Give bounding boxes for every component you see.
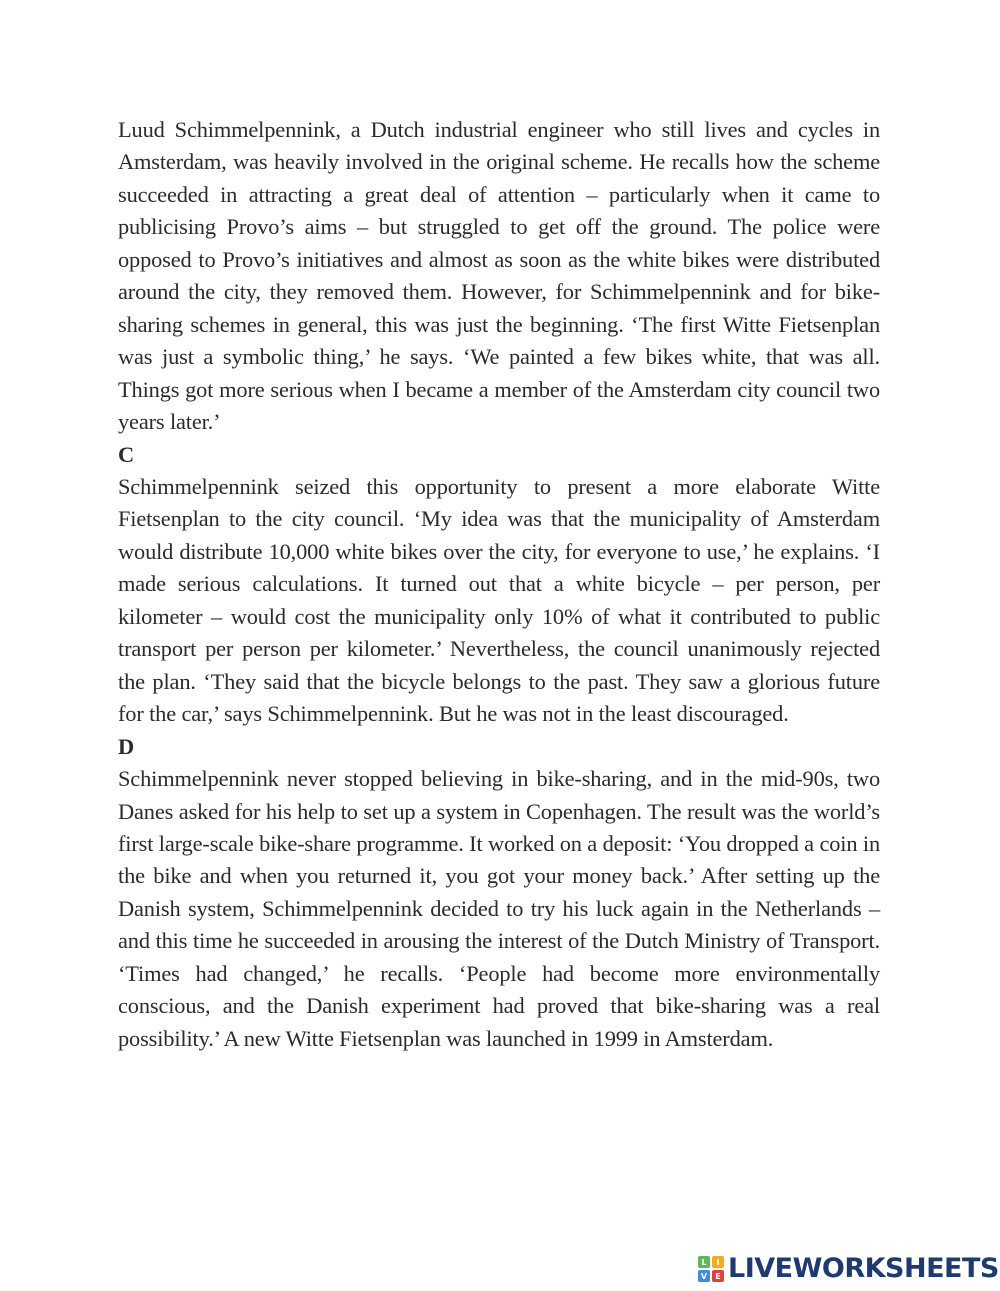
logo-tile-v: V	[698, 1270, 710, 1282]
liveworksheets-logo	[698, 1254, 999, 1284]
logo-tile-e: E	[712, 1270, 724, 1282]
paragraph-d: Schimmelpennink never stopped believing in bike-sharing, and in the mid-90s, two Danes asked for his help to set up a system in Copenhagen. The result was the world’s first large-scale bike-share programme. It worked on a deposit: ‘You dropped a coin in the bike and when you returned it, you got your money back.’ After setting up the Danish system, Schimmelpennink decided to try his luck again in the Netherlands – and this time he succeeded in arousing the interest of the Dutch Ministry of Transport. ‘Times had changed,’ he recalls. ‘People had become more environmentally conscious, and the Danish experiment had proved that bike-sharing was a real possibility.’ A new Witte Fietsenplan was launched in 1999 in Amsterdam.	[118, 766, 880, 1051]
logo-tile-l: L	[698, 1256, 710, 1268]
logo-tile-i: I	[712, 1256, 724, 1268]
paragraph-b-continuation: Luud Schimmelpennink, a Dutch industrial engineer who still lives and cycles in Amsterdam, was heavily involved in the original scheme. He recalls how the scheme succeeded in attracting a great deal of attention – particularly when it came to publicising Provo’s aims – but struggled to get off the ground. The police were opposed to Provo’s initiatives and almost as soon as the white bikes were distributed around the city, they removed them. However, for Schimmelpennink and for bike-sharing schemes in general, this was just the beginning. ‘The first Witte Fietsenplan was just a symbolic thing,’ he says. ‘We painted a few bikes white, that was all. Things got more serious when I became a member of the Amsterdam city council two years later.’	[118, 117, 880, 435]
paragraph-c: Schimmelpennink seized this opportunity to present a more elaborate Witte Fietsenplan to the city council. ‘My idea was that the municipality of Amsterdam would distribute 10,000 white bikes over the city, for everyone to use,’ he explains. ‘I made serious calculations. It turned out that a white bicycle – per person, per kilometer – would cost the municipality only 10% of what it contributed to public transport per person per kilometer.’ Nevertheless, the council unanimously rejected the plan. ‘They said that the bicycle belongs to the past. They saw a glorious future for the car,’ says Schimmelpennink. But he was not in the least discouraged.	[118, 473, 880, 727]
document-page	[118, 114, 880, 1055]
logo-tiles-icon	[698, 1256, 724, 1282]
logo-wordmark: LIVEWORKSHEETS	[728, 1253, 999, 1284]
section-heading-d: D	[118, 733, 135, 759]
section-heading-c: C	[118, 441, 135, 467]
